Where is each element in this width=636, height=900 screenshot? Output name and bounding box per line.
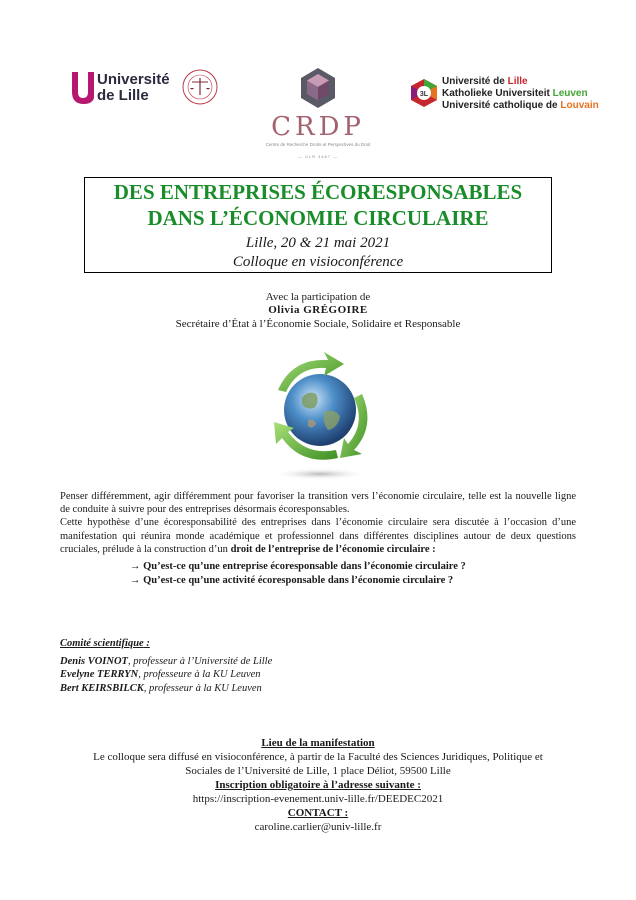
event-title-line-1: DES ENTREPRISES ÉCORESPONSABLES [113, 180, 523, 204]
guest-role: Secrétaire d’État à l’Économie Sociale, Solidaire et Responsable [175, 318, 461, 330]
lille-leuven-louvain-logo-text: Université de Lille Katholieke Universiteit Leuven Université catholique de Louvain [442, 76, 599, 111]
question-list [60, 560, 576, 588]
question-item-1: → Qu’est-ce qu’une entreprise écoresponsable dans l’économie circulaire ? [130, 561, 466, 573]
guest-name: Olivia GRÉGOIRE [268, 304, 368, 316]
event-format: Colloque en visioconférence [232, 254, 404, 270]
venue-text-line-2: Sociales de l’Université de Lille, 1 place Déliot, 59500 Lille [185, 765, 451, 777]
committee-heading: Comité scientifique : [60, 638, 150, 649]
event-title-line-2: DANS L’ÉCONOMIE CIRCULAIRE [147, 206, 489, 230]
three-l-hexagon-icon [410, 78, 438, 108]
description-paragraph-1: Penser différemment, agir différemment pour favoriser la transition vers l’économie circulaire, telle est la nouvelle ligne de conduite à suivre pour des entreprises désormais écoresponsables. [60, 491, 576, 516]
universite-de-lille-logo-text: Université de Lille [97, 71, 170, 104]
participation-intro: Avec la participation de [265, 291, 371, 303]
contact-email-link[interactable]: caroline.carlier@univ-lille.fr [254, 821, 382, 833]
scientific-committee [60, 637, 460, 695]
registration-heading: Inscription obligatoire à l’adresse suivante : [215, 779, 421, 791]
crdp-unit-code: — ULR 4487 — [297, 154, 339, 159]
contact-heading: CONTACT : [287, 807, 349, 819]
recycling-globe-illustration [258, 350, 382, 482]
crdp-hexagon-icon [298, 66, 338, 110]
committee-member: Denis VOINOT, professeur à l’Université de Lille [60, 655, 273, 667]
three-l-badge-text: 3L [419, 91, 429, 98]
description-paragraph-2: Cette hypothèse d’une écoresponsabilité des entreprises dans l’économie circulaire sera discutée à l’occasion d’une manifestation qui réunira monde académique et professionnel dans différentes disciplines autour de deux questions cruciales, prélude à la construction d’un droit de l’entreprise de l’économie circulaire : [60, 517, 576, 555]
committee-member: Evelyne TERRYN, professeure à la KU Leuven [60, 669, 261, 680]
description-body [60, 490, 576, 588]
crdp-logo-text: CRDP [271, 112, 365, 142]
venue-text-line-1: Le colloque sera diffusé en visioconférence, à partir de la Faculté des Sciences Juridiques, Politique et [93, 751, 543, 763]
event-practical-info [40, 736, 596, 834]
committee-member: Bert KEIRSBILCK, professeur à la KU Leuven [60, 682, 262, 694]
event-date: Lille, 20 & 21 mai 2021 [245, 235, 391, 251]
registration-link[interactable]: https://inscription-evenement.univ-lille.fr/DEEDEC2021 [192, 793, 444, 805]
question-item-2: → Qu’est-ce qu’une activité écoresponsable dans l’économie circulaire ? [130, 575, 454, 587]
crdp-subtitle: Centre de Recherche Droits et Perspectives du Droit [265, 142, 371, 147]
law-faculty-seal-icon [180, 68, 220, 106]
venue-heading: Lieu de la manifestation [261, 737, 375, 749]
